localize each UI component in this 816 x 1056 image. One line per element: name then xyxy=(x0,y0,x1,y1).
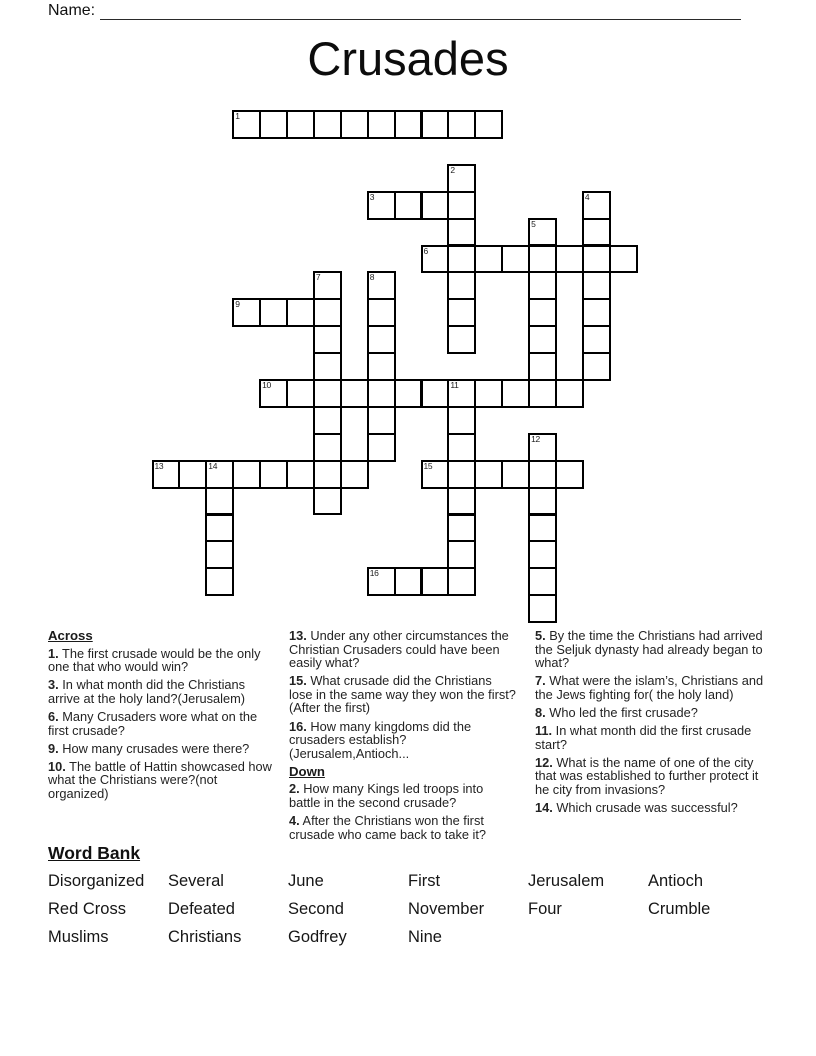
word-bank-item: Muslims xyxy=(48,928,109,946)
grid-cell[interactable] xyxy=(367,298,396,327)
cell-number: 7 xyxy=(315,272,321,283)
grid-cell[interactable] xyxy=(447,540,476,569)
grid-cell[interactable] xyxy=(313,325,342,354)
grid-cell[interactable] xyxy=(340,460,369,489)
grid-cell[interactable] xyxy=(313,298,342,327)
clue: 9. How many crusades were there? xyxy=(48,740,250,756)
clue: 16. How many kingdoms did the crusaders establish?(Jerusalem,Antioch... xyxy=(289,718,472,761)
grid-cell[interactable] xyxy=(447,567,476,596)
grid-cell[interactable] xyxy=(609,245,638,274)
grid-cell[interactable] xyxy=(555,245,584,274)
cell-number: 10 xyxy=(262,380,271,390)
grid-cell[interactable] xyxy=(447,460,476,489)
grid-cell[interactable] xyxy=(421,191,450,220)
grid-cell[interactable] xyxy=(528,325,557,354)
grid-cell[interactable] xyxy=(447,487,476,516)
grid-cell[interactable] xyxy=(528,271,557,300)
grid-cell[interactable] xyxy=(582,191,611,220)
cell-number: 15 xyxy=(423,460,433,471)
grid-cell[interactable] xyxy=(528,352,557,381)
clue: 11. In what month did the first crusade start? xyxy=(535,723,752,752)
grid-cell[interactable] xyxy=(555,460,584,489)
word-bank-item: Jerusalem xyxy=(528,872,605,890)
word-bank-item: Nine xyxy=(408,928,442,946)
cell-number: 2 xyxy=(450,164,455,175)
grid-cell[interactable] xyxy=(313,433,342,462)
grid-cell[interactable] xyxy=(313,352,342,381)
down-clues-part2 xyxy=(535,629,775,815)
grid-cell[interactable] xyxy=(367,110,396,139)
grid-cell[interactable] xyxy=(313,460,342,489)
clue: 5. By the time the Christians had arrived the Seljuk dynasty had already began to what? xyxy=(535,628,763,671)
grid-cell[interactable] xyxy=(152,460,181,489)
grid-cell[interactable] xyxy=(447,406,476,435)
grid-cell[interactable] xyxy=(205,567,234,596)
grid-cell[interactable] xyxy=(447,325,476,354)
word-bank-item: Crumble xyxy=(648,900,711,918)
clue: 14. Which crusade was successful? xyxy=(535,800,738,816)
down-clues-part1 xyxy=(289,782,517,841)
grid-cell[interactable] xyxy=(367,406,396,435)
word-bank-item: First xyxy=(408,872,441,890)
name-blank-line[interactable] xyxy=(100,1,741,20)
grid-cell[interactable] xyxy=(447,218,476,247)
grid-cell[interactable] xyxy=(367,433,396,462)
grid-cell[interactable] xyxy=(394,567,423,596)
cell-number: 6 xyxy=(423,245,428,256)
grid-cell[interactable] xyxy=(286,110,315,139)
grid-cell[interactable] xyxy=(286,379,315,408)
grid-cell[interactable] xyxy=(232,298,261,327)
down-heading: Down xyxy=(289,763,325,779)
cell-number: 14 xyxy=(208,460,218,471)
grid-cell[interactable] xyxy=(582,298,611,327)
grid-cell[interactable] xyxy=(501,245,530,274)
word-bank-heading: Word Bank xyxy=(48,843,141,863)
clue: 6. Many Crusaders wore what on the first crusade? xyxy=(48,708,258,738)
clue: 8. Who led the first crusade? xyxy=(535,704,698,720)
across-clues-part2 xyxy=(289,629,517,760)
grid-cell[interactable] xyxy=(447,271,476,300)
clue: 12. What is the name of one of the city that was established to further protect it he city from invasions? xyxy=(535,754,759,797)
cell-number: 5 xyxy=(531,218,536,229)
grid-cell[interactable] xyxy=(528,594,557,623)
grid-cell[interactable] xyxy=(421,567,450,596)
grid-cell[interactable] xyxy=(474,379,503,408)
word-bank-item: Godfrey xyxy=(288,928,347,946)
across-heading: Across xyxy=(48,628,93,643)
cell-number: 12 xyxy=(531,433,540,444)
word-bank-item: November xyxy=(408,900,485,918)
grid-cell[interactable] xyxy=(582,218,611,247)
grid-cell[interactable] xyxy=(447,514,476,543)
word-bank-item: Red Cross xyxy=(48,900,126,918)
grid-cell[interactable] xyxy=(259,298,288,327)
grid-cell[interactable] xyxy=(582,352,611,381)
grid-cell[interactable] xyxy=(528,540,557,569)
grid-cell[interactable] xyxy=(313,406,342,435)
grid-cell[interactable] xyxy=(447,110,476,139)
grid-cell[interactable] xyxy=(313,110,342,139)
grid-cell[interactable] xyxy=(232,460,261,489)
page-title: Crusades xyxy=(307,32,509,85)
grid-cell[interactable] xyxy=(528,379,557,408)
grid-cell[interactable] xyxy=(259,460,288,489)
cell-number: 11 xyxy=(450,380,459,390)
grid-cell[interactable] xyxy=(555,379,584,408)
grid-cell[interactable] xyxy=(205,487,234,516)
grid-cell[interactable] xyxy=(447,245,476,274)
across-clues-part1 xyxy=(48,647,276,801)
grid-cell[interactable] xyxy=(528,245,557,274)
grid-cell[interactable] xyxy=(474,110,503,139)
grid-cell[interactable] xyxy=(367,325,396,354)
cell-number: 16 xyxy=(369,568,379,579)
grid-cell[interactable] xyxy=(394,379,423,408)
grid-cell[interactable] xyxy=(259,379,288,408)
grid-cell[interactable] xyxy=(528,514,557,543)
clues-column-down xyxy=(535,629,775,819)
clues-column-across xyxy=(48,629,276,805)
grid-cell[interactable] xyxy=(313,271,342,300)
clue: 1. The first crusade would be the only one that who would win? xyxy=(48,645,261,675)
grid-cell[interactable] xyxy=(474,460,503,489)
grid-cell[interactable] xyxy=(528,298,557,327)
word-bank-item: Antioch xyxy=(648,872,704,890)
grid-cell[interactable] xyxy=(582,325,611,354)
grid-cell[interactable] xyxy=(313,487,342,516)
grid-cell[interactable] xyxy=(367,567,396,596)
grid-cell[interactable] xyxy=(447,433,476,462)
grid-cell[interactable] xyxy=(447,298,476,327)
clue: 7. What were the islam’s, Christians and the Jews fighting for( the holy land) xyxy=(535,673,764,702)
grid-cell[interactable] xyxy=(205,540,234,569)
grid-cell[interactable] xyxy=(367,271,396,300)
cell-number: 3 xyxy=(369,191,375,202)
grid-cell[interactable] xyxy=(394,191,423,220)
word-bank-item: Disorganized xyxy=(48,872,145,890)
grid-cell[interactable] xyxy=(286,298,315,327)
word-bank-item: Four xyxy=(528,900,562,918)
grid-cell[interactable] xyxy=(528,460,557,489)
cell-number: 13 xyxy=(154,460,164,471)
grid-cell[interactable] xyxy=(421,110,450,139)
grid-cell[interactable] xyxy=(474,245,503,274)
grid-cell[interactable] xyxy=(367,379,396,408)
crossword-grid xyxy=(152,110,638,623)
cell-number: 8 xyxy=(369,272,375,283)
grid-cell[interactable] xyxy=(313,379,342,408)
word-bank-list xyxy=(48,872,788,956)
clues-column-middle xyxy=(289,629,517,846)
grid-cell[interactable] xyxy=(582,271,611,300)
clue: 3. In what month did the Christians arrive at the holy land?(Jerusalem) xyxy=(48,677,246,706)
grid-cell[interactable] xyxy=(205,514,234,543)
clue: 15. What crusade did the Christians lose in the same way they won the first?(After the first) xyxy=(289,673,516,716)
grid-cell[interactable] xyxy=(582,245,611,274)
grid-cell[interactable] xyxy=(232,110,261,139)
grid-cell[interactable] xyxy=(528,567,557,596)
clue: 2. How many Kings led troops into battle in the second crusade? xyxy=(289,781,484,811)
grid-cell[interactable] xyxy=(367,352,396,381)
grid-cell[interactable] xyxy=(447,191,476,220)
name-label: Name: xyxy=(48,2,96,19)
grid-cell[interactable] xyxy=(528,433,557,462)
cell-number: 9 xyxy=(235,299,240,310)
grid-cell[interactable] xyxy=(286,460,315,489)
grid-cell[interactable] xyxy=(447,164,476,193)
grid-cell[interactable] xyxy=(528,487,557,516)
word-bank-item: Second xyxy=(288,900,344,918)
clue: 13. Under any other circumstances the Christian Crusaders could have been easily what? xyxy=(289,628,509,671)
cell-number: 1 xyxy=(235,111,240,121)
grid-cell[interactable] xyxy=(394,110,423,139)
grid-cell[interactable] xyxy=(528,218,557,247)
word-bank-item: Christians xyxy=(168,928,242,946)
grid-cell[interactable] xyxy=(421,460,450,489)
grid-cell[interactable] xyxy=(259,110,288,139)
grid-cell[interactable] xyxy=(447,379,476,408)
grid-cell[interactable] xyxy=(367,191,396,220)
grid-cell[interactable] xyxy=(340,379,369,408)
word-bank-item: Several xyxy=(168,872,224,890)
cell-number: 4 xyxy=(584,191,590,202)
grid-cell[interactable] xyxy=(501,379,530,408)
grid-cell[interactable] xyxy=(178,460,207,489)
clue: 4. After the Christians won the first crusade who came back to take it? xyxy=(289,813,487,842)
grid-cell[interactable] xyxy=(421,245,450,274)
grid-cell[interactable] xyxy=(421,379,450,408)
grid-cell[interactable] xyxy=(205,460,234,489)
grid-cell[interactable] xyxy=(501,460,530,489)
grid-cell[interactable] xyxy=(340,110,369,139)
word-bank-item: June xyxy=(288,872,324,890)
word-bank-item: Defeated xyxy=(168,900,235,918)
clue: 10. The battle of Hattin showcased how what the Christians were?(not organized) xyxy=(48,758,272,801)
